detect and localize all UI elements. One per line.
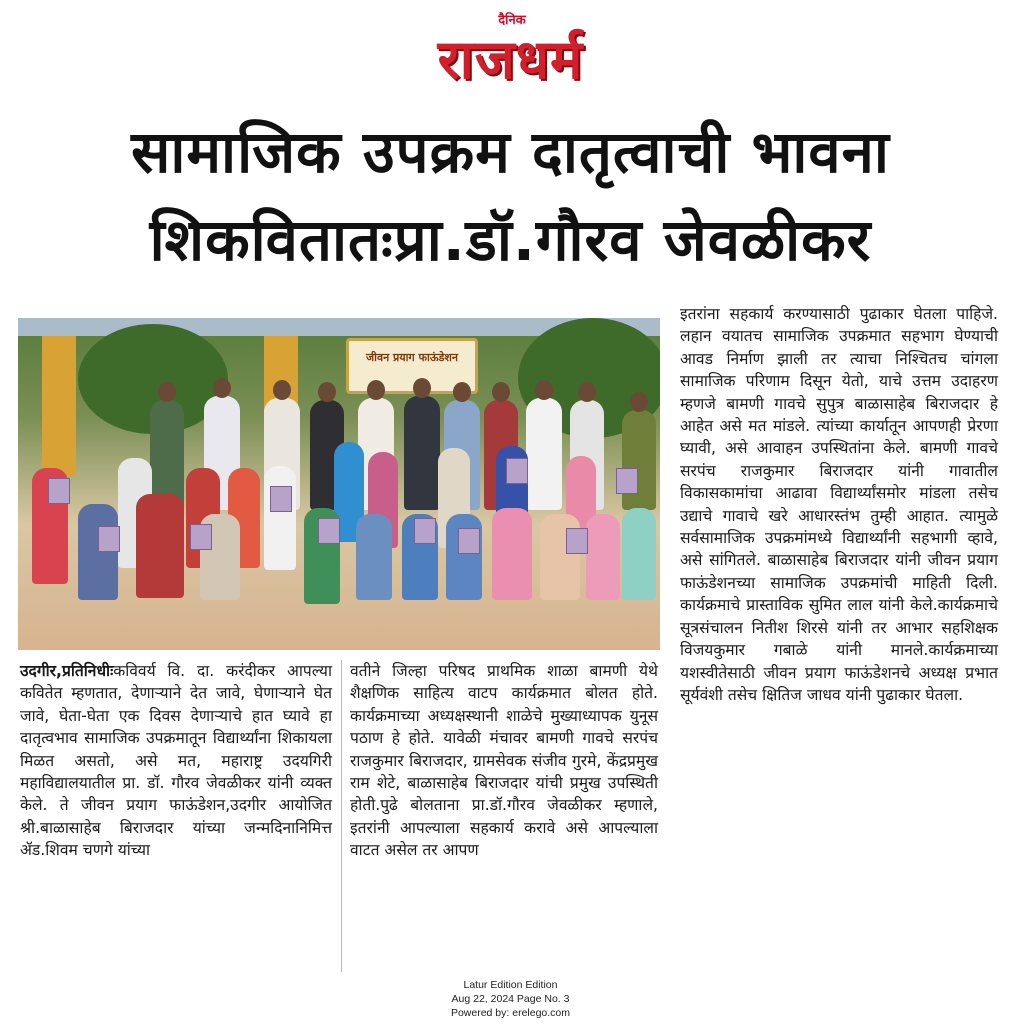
photo-head bbox=[158, 382, 176, 402]
masthead bbox=[0, 6, 1021, 91]
photo-head bbox=[273, 380, 291, 400]
photo-person bbox=[526, 398, 562, 510]
headline-line-2: शिकवितातःप्रा.डॉ.गौरव जेवळीकर bbox=[149, 206, 872, 274]
photo-child bbox=[356, 514, 392, 600]
photo-head bbox=[367, 380, 385, 400]
photo-book bbox=[270, 486, 292, 512]
photo-child bbox=[492, 508, 532, 600]
photo-head bbox=[318, 382, 336, 402]
photo-banner: जीवन प्रयाग फाऊंडेशन bbox=[346, 338, 478, 394]
photo-head bbox=[413, 378, 431, 398]
article-column-2 bbox=[350, 660, 658, 862]
article-column-1 bbox=[20, 660, 332, 862]
article-col3-text: इतरांना सहकार्य करण्यासाठी पुढाकार घेतला पाहिजे. लहान वयातच सामाजिक उपक्रमात सहभाग घेण्याची आवड निर्माण झाली तर त्याचा निश्चितच चांगला सामाजिक परिणाम दिसून येतो, याचे उत्तम उदाहरण म्हणजे बामणी गावचे सुपुत्र बाळासाहेब बिराजदार हे आहेत असे मत मांडले. त्यांच्या कार्यातून आपणही प्रेरणा घ्यावी, असे आवाहन उपस्थितांना केले. बामणी गावचे सरपंच राजकुमार बिराजदार यांनी गावातील विकासकामांचा आढावा विद्यार्थ्यांसमोर मांडला तसेच उद्याचे गावाचे खरे आधारस्तंभ तुम्ही आहात. त्यामुळे सर्वसामाजिक उपक्रमांमध्ये विद्यार्थ्यांनी सहभागी व्हावे, असे सांगितले. बाळासाहेब बिराजदार यांनी जीवन प्रयाग फाऊंडेशनच्या सामाजिक उपक्रमांची माहिती दिली. कार्यक्रमाचे प्रास्ताविक सुमित लाल यांनी केले.कार्यक्रमाचे सूत्रसंचालन नितीश शिरसे यांनी तर आभार सहशिक्षक विजयकुमार गबाळे यांनी मानले.कार्यक्रमाच्या यशस्वीतेसाठी जीवन प्रयाग फाऊंडेशनचे अध्यक्ष प्रभात सूर्यवंशी तसेच क्षितिज जाधव यांनी पुढाकार घेतला. bbox=[680, 305, 998, 704]
photo-child bbox=[586, 514, 620, 600]
headline bbox=[0, 108, 1021, 284]
column-divider bbox=[341, 660, 342, 972]
photo-person bbox=[404, 396, 440, 510]
photo-book bbox=[98, 526, 120, 552]
photo-book bbox=[414, 518, 436, 544]
photo-head bbox=[535, 380, 553, 400]
masthead-logo: राजधर्म bbox=[437, 28, 584, 91]
article-column-3 bbox=[680, 303, 998, 706]
photo-child bbox=[264, 466, 296, 570]
masthead-small-label: दैनिक bbox=[498, 13, 526, 28]
photo-book bbox=[458, 528, 480, 554]
photo-book bbox=[318, 518, 340, 544]
photo-child bbox=[136, 494, 184, 598]
article-col1-text: कविवर्य वि. दा. करंदीकर आपल्या कवितेत म्हणतात, देणाऱ्याने देत जावे, घेणाऱ्याने घेत जावे, घेता-घेता एक दिवस देणाऱ्याचे हात घ्यावे हा दातृत्वभाव सामाजिक उपक्रमातून विद्यार्थ्यांना शिकायला मिळत असतो, असे मत, महाराष्ट्र उदयगिरी महाविद्यालयातील प्रा. डॉ. गौरव जेवळीकर यांनी व्यक्त केले. ते जीवन प्रयाग फाऊंडेशन,उदगीर आयोजित श्री.बाळासाहेब बिराजदार यांच्या जन्मदिनानिमित्त ॲड.शिवम चणगे यांच्या bbox=[20, 662, 332, 860]
photo-child bbox=[446, 514, 482, 600]
footer-date-page: Aug 22, 2024 Page No. 3 bbox=[451, 993, 570, 1005]
photo-head bbox=[492, 382, 510, 402]
photo-head bbox=[213, 378, 231, 398]
photo-book bbox=[616, 468, 638, 494]
photo-child bbox=[622, 508, 656, 600]
footer-edition: Latur Edition Edition bbox=[463, 979, 558, 991]
photo-book bbox=[48, 478, 70, 504]
footer-powered-by: Powered by: erelego.com bbox=[450, 1007, 571, 1019]
photo-head bbox=[453, 382, 471, 402]
photo-head bbox=[630, 392, 648, 412]
photo-book bbox=[190, 524, 212, 550]
headline-line-1: सामाजिक उपक्रम दातृत्वाची भावना bbox=[131, 118, 890, 186]
photo-head bbox=[578, 382, 596, 402]
article-col2-text: वतीने जिल्हा परिषद प्राथमिक शाळा बामणी येथे शैक्षणिक साहित्य वाटप कार्यक्रमात बोलत होते. कार्यक्रमाच्या अध्यक्षस्थानी शाळेचे मुख्याध्यापक युनूस पठाण हे होते. यावेळी मंचावर बामणी गावचे सरपंच राजकुमार बिराजदार, ग्रामसेवक संजीव गुरमे, केंद्रप्रमुख राम शेटे, बाळासाहेब बिराजदार यांची प्रमुख उपस्थिती होती.पुढे बोलताना प्रा.डॉ.गौरव जेवळीकर म्हणाले, इतरांनी आपल्याला सहकार्य करावे असे आपल्याला वाटत असेल तर आपण bbox=[350, 662, 658, 860]
news-photo bbox=[18, 318, 660, 650]
page-footer bbox=[0, 978, 1021, 1020]
photo-pillar-left bbox=[42, 336, 76, 476]
photo-child bbox=[540, 514, 580, 600]
photo-person bbox=[622, 410, 656, 510]
article-dateline: उदगीर,प्रतिनिधीः bbox=[20, 662, 114, 680]
photo-child bbox=[78, 504, 118, 600]
photo-book bbox=[506, 458, 528, 484]
photo-book bbox=[566, 528, 588, 554]
